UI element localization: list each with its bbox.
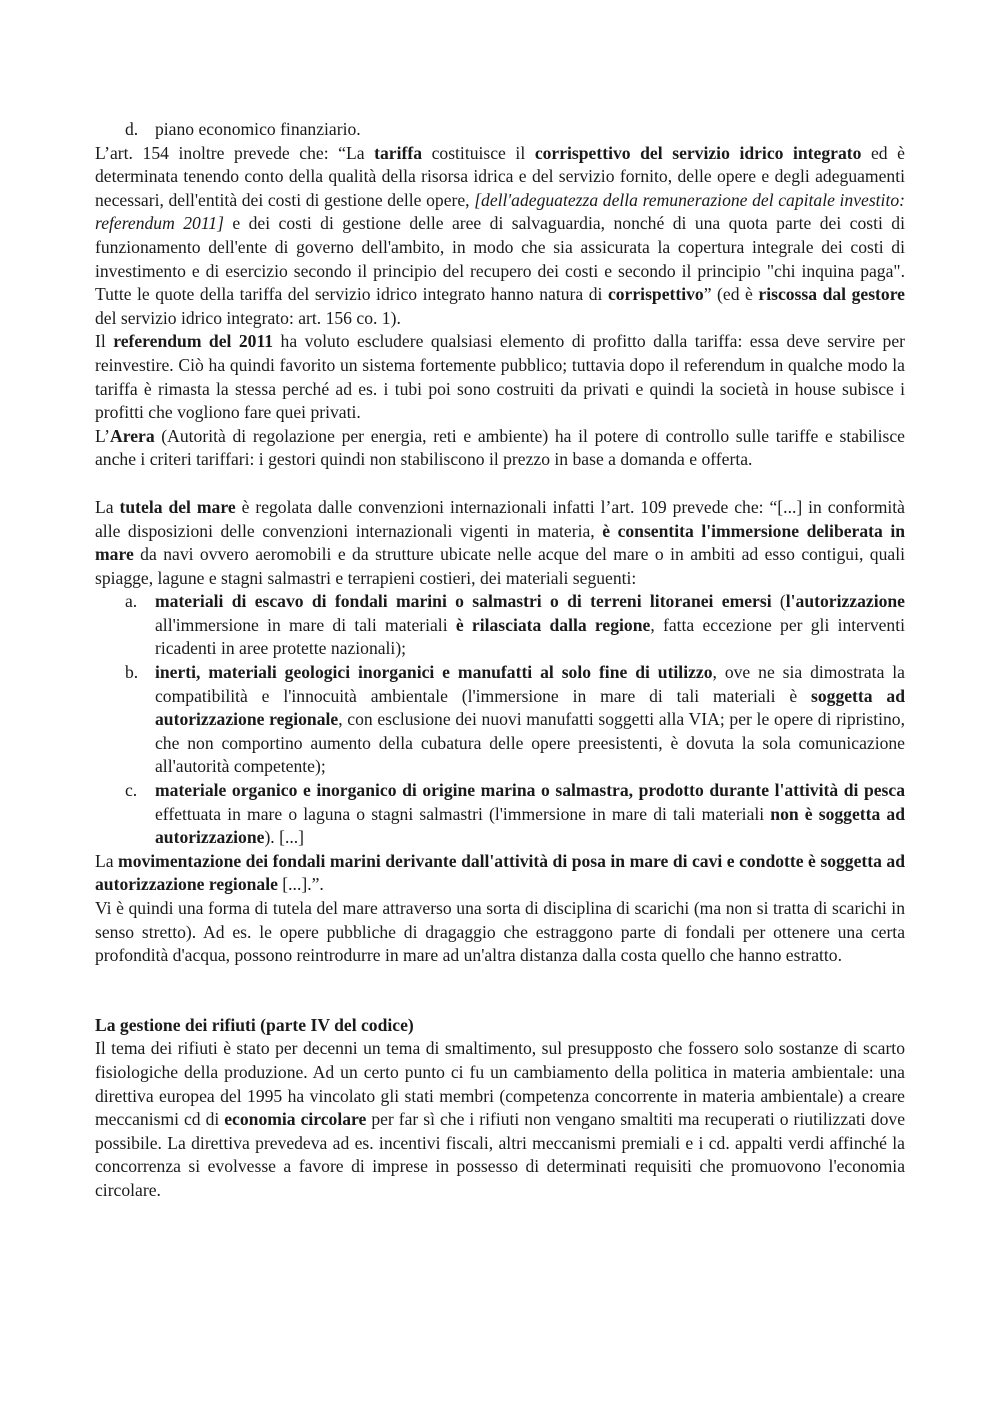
bold-text: corrispettivo del servizio idrico integrato (534, 142, 862, 163)
text-run: effettuata in mare o laguna o stagni salmastri (l'immersione in mare di tali materiali (155, 803, 771, 824)
bold-text: materiali di escavo di fondali marini o salmastri o di terreni litoranei emersi (155, 591, 772, 612)
bold-text: referendum del 2011 (113, 331, 274, 352)
bold-text: riscossa dal gestore (758, 284, 905, 305)
paragraph-art154 (95, 142, 905, 331)
list-marker: a. (125, 591, 138, 612)
paragraph-arera (95, 425, 905, 472)
bold-text: è rilasciata dalla regione (455, 614, 651, 635)
bold-text: soggetta ad autorizzazione regionale (155, 685, 906, 730)
bold-text: non è soggetta ad autorizzazione (155, 803, 905, 848)
list-item-d (95, 118, 905, 142)
bold-text: tutela del mare (119, 496, 236, 517)
text-run: all'immersione in mare di tali materiali (155, 614, 456, 635)
list-item-a (95, 590, 905, 661)
text-run: del servizio idrico integrato: art. 156 co. 1). (95, 307, 401, 328)
paragraph-movimentazione (95, 850, 905, 897)
text-run: per far sì che i rifiuti non vengano smaltiti ma recuperati o riutilizzati dove possibile. La direttiva prevedeva ad es. incentivi fiscali, altri meccanismi premiali e i cd. appalti verdi affinché la concorrenza si evolvesse a favore di imprese in possesso di determinati requisiti che promuovono l'economia circolare. (95, 1109, 905, 1200)
text-run: e dei costi di gestione delle aree di salvaguardia, nonché di una quota parte dei costi di funzionamento dell'ente di governo dell'ambito, in modo che sia assicurata la copertura integrale dei costi di investimento e di esercizio secondo il principio del recupero dei costi e secondo il principio "chi inquina paga". Tutte le quote della tariffa del servizio idrico integrato hanno natura di (95, 213, 905, 305)
text-run: costituisce il (422, 142, 535, 163)
text-run: L’art. 154 inoltre prevede che: “La (95, 142, 375, 163)
bold-text: movimentazione dei fondali marini derivante dall'attività di posa in mare di cavi e condotte è soggetta ad autorizzazione regionale (95, 850, 905, 895)
bold-text: inerti, materiali geologici inorganici e manufatti al solo fine di utilizzo (155, 662, 713, 683)
list-item-text: piano economico finanziario. (155, 119, 361, 139)
document-page (95, 118, 905, 1203)
text-run: La (95, 850, 119, 871)
text-run: ha voluto escludere qualsiasi elemento di profitto dalla tariffa: essa deve servire per reinvestire. Ciò ha quindi favorito un sistema fortemente pubblico; tuttavia dopo il referendum in qualche modo la tariffa è rimasta la stessa perché ad es. i tubi poi sono costruiti da privati e quindi la società in house subisce i profitti che vogliono fare quei privati. (95, 331, 905, 423)
bold-text: tariffa (374, 142, 422, 163)
list-item-c (95, 779, 905, 850)
bold-text: corrispettivo (607, 284, 704, 305)
text-run: , con esclusione dei nuovi manufatti soggetti alla VIA; per le opere di ripristino, che non comportino aumento della cubatura delle opere preesistenti, è dovuta la sola comunicazione all'autorità competente); (155, 709, 905, 777)
list-marker: b. (125, 662, 139, 683)
text-run: , fatta eccezione per gli interventi ricadenti in aree protette nazionali); (155, 614, 905, 659)
paragraph-forma-tutela (95, 897, 905, 968)
text-run: L’ (95, 425, 110, 446)
bold-text: Arera (110, 425, 155, 446)
text-run: [...].”. (277, 874, 324, 895)
bold-text: materiale organico e inorganico di origine marina o salmastra, prodotto durante l'attività di pesca (155, 780, 905, 801)
bold-text: è consentita l'immersione deliberata in mare (95, 520, 905, 565)
paragraph-referendum (95, 330, 905, 424)
text-run: da navi ovvero aeromobili e da strutture ubicate nelle acque del mare o in ambiti ad esso contigui, quali spiagge, lagune e stagni salmastri e terrapieni costieri, dei materiali seguenti: (95, 544, 905, 588)
text-run: Vi è quindi una forma di tutela del mare attraverso una sorta di disciplina di scarichi (ma non si tratta di scarichi in senso stretto). Ad es. le opere pubbliche di dragaggio che estraggono parte di fondali per ottenere una certa profondità d'acqua, possono reintrodurre in mare ad un'altra distanza dalla costa quello che hanno estratto. (95, 898, 905, 966)
bold-text: economia circolare (224, 1109, 367, 1130)
list-item-text (155, 780, 905, 847)
text-run: Il tema dei rifiuti è stato per decenni un tema di smaltimento, sul presupposto che fossero solo sostanze di scarto fisiologiche della produzione. Ad un certo punto ci fu un cambiamento della politica in materia ambientale: una direttiva europea del 1995 ha vincolato gli stati membri (competenza concorrente in materia ambientale) a creare meccanismi cd di (95, 1038, 905, 1130)
list-item-text (155, 662, 905, 776)
italic-text: [dell'adeguatezza della remunerazione del capitale investito: referendum 2011] (95, 189, 905, 234)
paragraph-rifiuti (95, 1037, 905, 1202)
text-run: ( (771, 591, 786, 612)
text-run: è regolata dalle convenzioni internazionali infatti l’art. 109 prevede che: “[...] in conformità alle disposizioni delle convenzioni internazionali vigenti in materia, (95, 496, 905, 541)
bold-text: l'autorizzazione (785, 591, 905, 612)
list-marker: c. (125, 780, 138, 801)
text-run: ed è determinata tenendo conto della qualità della risorsa idrica e del servizio fornito, delle opere e degli adeguamenti necessari, dell'entità dei costi di gestione delle opere, (95, 142, 905, 210)
list-item-text (155, 591, 905, 658)
text-run: , ove ne sia dimostrata la compatibilità e l'innocuità ambientale (l'immersione in mare di tali materiali è (155, 662, 905, 706)
text-run: Il (95, 331, 114, 352)
list-item-b (95, 661, 905, 779)
section-title: La gestione dei rifiuti (parte IV del codice) (95, 1014, 414, 1035)
text-run: La (95, 496, 120, 517)
paragraph-tutela-mare (95, 496, 905, 590)
text-run: ). [...] (264, 827, 305, 848)
text-run: (Autorità di regolazione per energia, reti e ambiente) ha il potere di controllo sulle tariffe e stabilisce anche i criteri tariffari: i gestori quindi non stabiliscono il prezzo in base a domanda e offerta. (95, 425, 905, 470)
list-marker: d. (125, 119, 139, 139)
text-run: ” (ed è (703, 284, 759, 305)
